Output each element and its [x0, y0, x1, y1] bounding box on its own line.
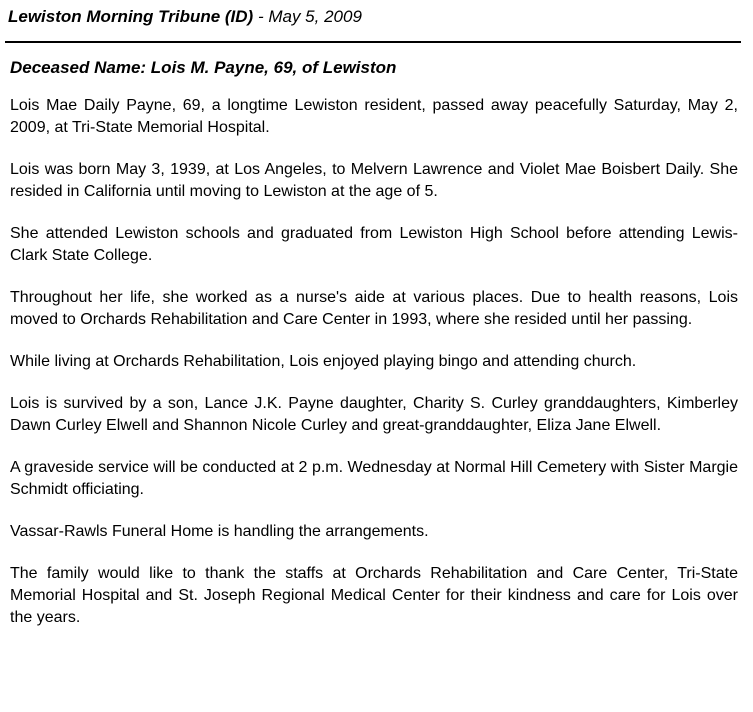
obituary-paragraph: The family would like to thank the staffs at Orchards Rehabilitation and Care Center, Tri-State Memorial Hospital and St. Joseph Regional Medical Center for their kindness and care for Lois over the years. — [10, 565, 738, 626]
header-separator: - — [253, 7, 269, 26]
newspaper-header — [8, 6, 362, 28]
header-divider — [5, 41, 741, 43]
publication-date: May 5, 2009 — [268, 7, 362, 26]
obituary-paragraph: She attended Lewiston schools and graduated from Lewiston High School before attending Lewis-Clark State College. — [10, 225, 738, 264]
newspaper-name: Lewiston Morning Tribune (ID) — [8, 7, 254, 26]
obituary-paragraph: Lois Mae Daily Payne, 69, a longtime Lewiston resident, passed away peacefully Saturday, May 2, 2009, at Tri-State Memorial Hospital. — [10, 97, 738, 136]
obituary-paragraph: While living at Orchards Rehabilitation, Lois enjoyed playing bingo and attending church. — [10, 353, 637, 370]
obituary-paragraph: Throughout her life, she worked as a nurse's aide at various places. Due to health reasons, Lois moved to Orchards Rehabilitation and Care Center in 1993, where she resided until her passing. — [10, 289, 738, 328]
obituary-paragraph: Lois is survived by a son, Lance J.K. Payne daughter, Charity S. Curley granddaughters, Kimberley Dawn Curley Elwell and Shannon Nicole Curley and great-granddaughter, Eliza Jane Elwell. — [10, 395, 738, 434]
deceased-name-heading: Deceased Name: Lois M. Payne, 69, of Lewiston — [10, 58, 397, 77]
obituary-paragraph: Lois was born May 3, 1939, at Los Angeles, to Melvern Lawrence and Violet Mae Boisbert Daily. She resided in California until moving to Lewiston at the age of 5. — [10, 161, 738, 200]
obituary-body — [10, 95, 738, 649]
obituary-paragraph: Vassar-Rawls Funeral Home is handling the arrangements. — [10, 523, 429, 540]
obituary-paragraph: A graveside service will be conducted at 2 p.m. Wednesday at Normal Hill Cemetery with Sister Margie Schmidt officiating. — [10, 459, 738, 498]
